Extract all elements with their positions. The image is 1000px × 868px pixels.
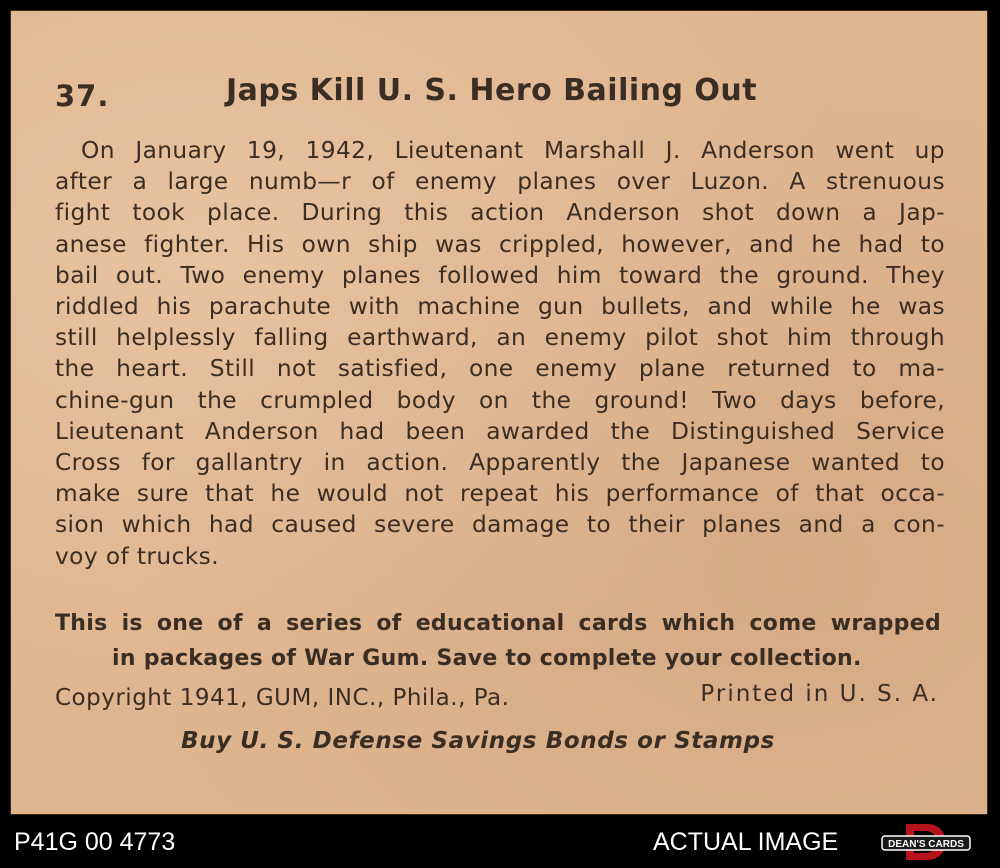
series-line: This is one of a series of educational cards which come wrapped bbox=[55, 611, 941, 636]
deans-cards-logo bbox=[880, 822, 972, 864]
story-line: voy of trucks. bbox=[55, 542, 220, 570]
story-line: fight took place. During this action Anderson shot down a Jap- bbox=[55, 199, 945, 227]
story-line: still helplessly falling earthward, an enemy pilot shot him through bbox=[55, 324, 945, 352]
actual-image-label: ACTUAL IMAGE bbox=[653, 828, 839, 856]
story-line: sion which had caused severe damage to their planes and a con- bbox=[55, 511, 945, 539]
card-title: Japs Kill U. S. Hero Bailing Out bbox=[226, 73, 758, 108]
story-line: bail out. Two enemy planes followed him toward the ground. They bbox=[55, 261, 945, 289]
story-line: after a large numb—r of enemy planes over Luzon. A strenuous bbox=[55, 168, 945, 196]
story-line: chine-gun the crumpled body on the ground! Two days before, bbox=[55, 386, 945, 414]
story-line: Lieutenant Anderson had been awarded the Distinguished Service bbox=[55, 417, 945, 445]
series-note bbox=[55, 606, 941, 676]
cert-number: P41G 00 4773 bbox=[14, 828, 176, 856]
story-line: make sure that he would not repeat his performance of that occa- bbox=[55, 480, 945, 508]
copyright-text: Copyright 1941, GUM, INC., Phila., Pa. bbox=[55, 685, 510, 711]
card-back bbox=[10, 10, 988, 815]
series-line: in packages of War Gum. Save to complete your collection. bbox=[112, 646, 862, 671]
story-line: anese fighter. His own ship was crippled, however, and he had to bbox=[55, 230, 945, 258]
story-line: Cross for gallantry in action. Apparently the Japanese wanted to bbox=[55, 449, 945, 477]
story-line: riddled his parachute with machine gun bullets, and while he was bbox=[55, 293, 945, 321]
logo-text: DEAN'S CARDS bbox=[888, 839, 964, 850]
story-line: On January 19, 1942, Lieutenant Marshall J. Anderson went up bbox=[81, 137, 945, 164]
bonds-slogan: Buy U. S. Defense Savings Bonds or Stamps bbox=[181, 728, 775, 754]
story-text bbox=[55, 135, 945, 572]
card-number: 37. bbox=[55, 79, 110, 113]
printed-in-text: Printed in U. S. A. bbox=[700, 681, 939, 707]
story-line: the heart. Still not satisfied, one enemy plane returned to ma- bbox=[55, 355, 945, 383]
